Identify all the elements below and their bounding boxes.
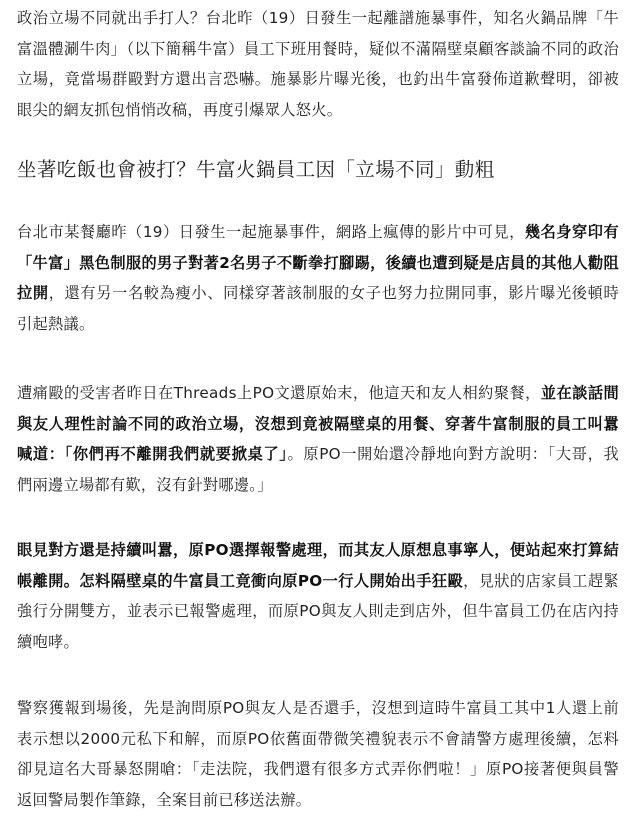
paragraph-text: ，還有另一名較為瘦小、同樣穿著該制服的女子也努力拉開同事，影片曝光後頓時引起熱議。	[17, 284, 619, 333]
paragraph-victim-account	[17, 378, 619, 500]
paragraph-text: 台北市某餐廳昨（19）日發生一起施暴事件，網路上瘋傳的影片中可見，	[17, 223, 525, 241]
section-heading: 坐著吃飯也會被打？牛富火鍋員工因「立場不同」動粗	[17, 158, 495, 181]
paragraph-text: 。原PO一開始還冷靜地向對方說明：「大哥，我們兩邊立場都有歎，沒有針對哪邊。」	[17, 445, 619, 494]
emphasized-text: 並在談話間與友人理性討論不同的政治立場，沒想到竟被隔壁桌的用餐、穿著牛富制服的員工叫囂喊道：「你們再不離開我們就要掀桌了」	[17, 384, 619, 463]
intro-paragraph: 政治立場不同就出手打人？台北昨（19）日發生一起離譜施暴事件，知名火鍋品牌「牛富溫體涮牛肉」（以下簡稱牛富）員工下班用餐時，疑似不滿隔壁桌顧客談論不同的政治立場，竟當場群毆對方還出言恐嚇。施暴影片曝光後，也釣出牛富發佈道歉聲明，卻被眼尖的網友抓包悄悄改稿，再度引爆眾人怒火。	[17, 9, 619, 119]
paragraph-escalation	[17, 535, 619, 657]
emphasized-text: 幾名身穿印有「牛富」黑色制服的男子對著2名男子不斷拳打腳踢，後續也遭到疑是店員的其他人勸阻拉開	[17, 223, 619, 302]
paragraph-text: 遭痛毆的受害者昨日在Threads上PO文還原始末，他這天和友人相約聚餐，	[17, 384, 541, 402]
paragraph-text: ，見狀的店家員工趕緊強行分開雙方，並表示已報警處理，而原PO與友人則走到店外，但牛富員工仍在店內持續咆哮。	[17, 571, 620, 651]
paragraph-police: 警察獲報到場後，先是詢問原PO與友人是否還手，沒想到這時牛富員工其中1人還上前表示想以2000元私下和解，而原PO依舊面帶微笑禮貌表示不會請警方處理後續，怎料卻見這名大哥暴怒開嗆：「走法院，我們還有很多方式弄你們啦！」原PO接著便與員警返回警局製作筆錄，全案目前已移送法辦。	[17, 699, 619, 809]
emphasized-text: 眼見對方還是持續叫囂，原PO選擇報警處理，而其友人原想息事寧人，便站起來打算結帳離開。怎料隔壁桌的牛富員工竟衝向原PO一行人開始出手狂毆	[17, 541, 619, 590]
paragraph-incident	[17, 217, 619, 339]
